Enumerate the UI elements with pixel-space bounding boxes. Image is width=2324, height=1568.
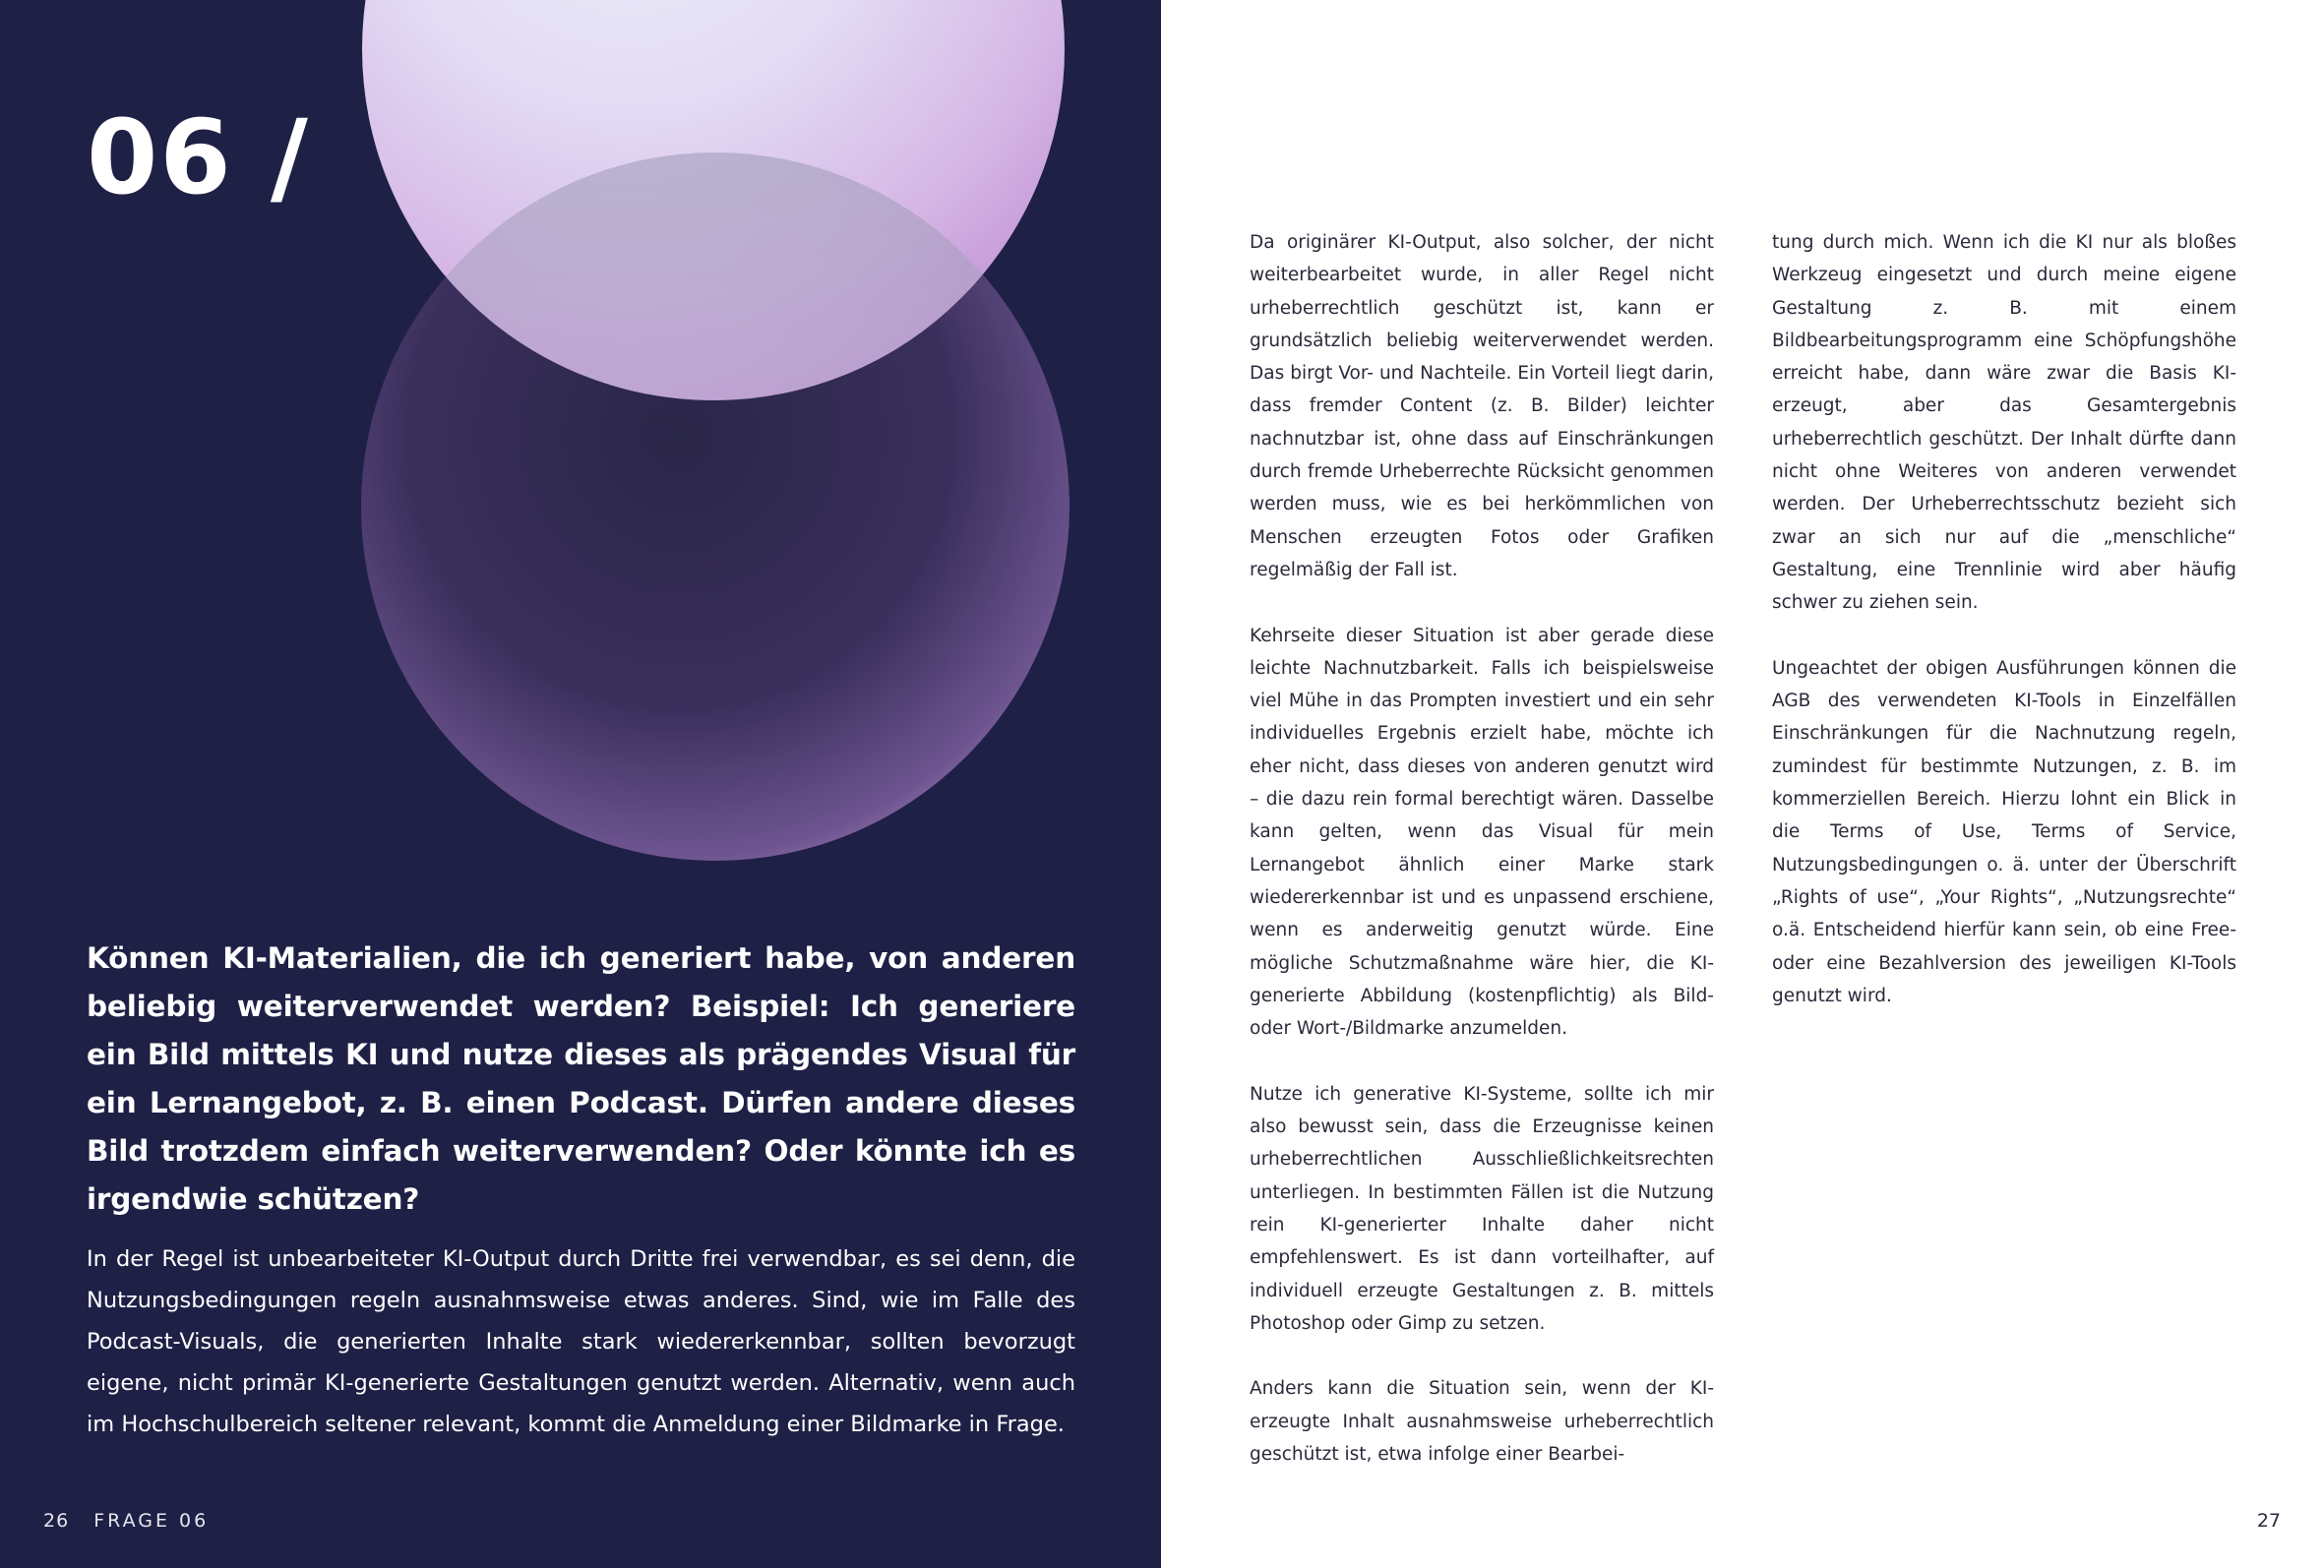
paragraph: Anders kann die Situation sein, wenn der KI-erzeugte Inhalt ausnahmsweise urheberrechtlich geschützt ist, etwa infolge einer Bearbei- <box>1250 1378 1714 1465</box>
left-footer <box>43 1508 209 1534</box>
paragraph: Kehrseite dieser Situation ist aber gerade diese leichte Nachnutzbarkeit. Falls ich beispielsweise viel Mühe in das Prompten investiert und ein sehr individuelles Ergebnis erzielt habe, möchte ich eher nicht, dass dieses von anderen genutzt wird – die dazu rein formal berechtigt wären. Dasselbe kann gelten, wenn das Visual für mein Lernangebot ähnlich einer Marke stark wiedererkennbar ist und es unpassend erschiene, wenn es anderweitig genutzt würde. Eine mögliche Schutzmaßnahme wäre hier, die KI-generierte Abbildung (kostenpflichtig) als Bild- oder Wort-/Bildmarke anzumelden. <box>1250 625 1714 1040</box>
chapter-number: 06 / <box>87 97 310 217</box>
paragraph: Da originärer KI-Output, also solcher, der nicht weiterbearbeitet wurde, in aller Regel nicht urheberrechtlich geschützt ist, kann er grundsätzlich beliebig weiterverwendet werden. Das birgt Vor- und Nachteile. Ein Vorteil liegt darin, dass fremder Content (z. B. Bilder) leichter nachnutzbar ist, ohne dass auf Einschränkungen durch fremde Urheberrechte Rücksicht genommen werden muss, wie es bei herkömmlichen von Menschen erzeugten Fotos oder Grafiken regelmäßig der Fall ist. <box>1250 232 1714 580</box>
text-column-1 <box>1250 226 1714 1504</box>
text-column-2 <box>1772 226 2236 1045</box>
page-number-left: 26 <box>43 1510 70 1532</box>
right-page <box>1161 0 2324 1568</box>
paragraph: tung durch mich. Wenn ich die KI nur als bloßes Werkzeug eingesetzt und durch meine eigene Gestaltung z. B. mit einem Bildbearbeitungsprogramm eine Schöpfungshöhe erreicht habe, dann wäre zwar die Basis KI-erzeugt, aber das Gesamtergebnis urheberrechtlich geschützt. Der Inhalt dürfte dann nicht ohne Weiteres von anderen verwendet werden. Der Urheberrechtsschutz bezieht sich zwar an sich nur auf die „menschliche“ Gestaltung, eine Trennlinie wird aber häufig schwer zu ziehen sein. <box>1772 232 2236 614</box>
paragraph: Ungeachtet der obigen Ausführungen können die AGB des verwendeten KI-Tools in Einzelfällen Einschränkungen für die Nachnutzung regeln, zumindest für bestimmte Nutzungen, z. B. im kommerziellen Bereich. Hierzu lohnt ein Blick in die Terms of Use, Terms of Service, Nutzungsbedingungen o. ä. unter der Überschrift „Rights of use“, „Your Rights“, „Nutzungsrechte“ o.ä. Entscheidend hierfür kann sein, ob eine Free- oder eine Bezahlversion des jeweiligen KI-Tools genutzt wird. <box>1772 657 2236 1006</box>
paragraph: Nutze ich generative KI-Systeme, sollte ich mir also bewusst sein, dass die Erzeugnisse keinen urheberrechtlichen Ausschließlichkeitsrechten unterliegen. In bestimmten Fällen ist die Nutzung rein KI-generierter Inhalte daher nicht empfehlenswert. Es ist dann vorteilhafter, auf individuell erzeugte Gestaltungen z. B. mittels Photoshop oder Gimp zu setzen. <box>1250 1083 1714 1334</box>
left-page <box>0 0 1161 1568</box>
answer-summary: In der Regel ist unbearbeiteter KI-Output durch Dritte frei verwendbar, es sei denn, die Nutzungsbedingungen regeln ausnahmsweise etwas anderes. Sind, wie im Falle des Podcast-Visuals, die generierten Inhalte stark wiedererkennbar, sollten bevorzugt eigene, nicht primär KI-generierte Gestaltungen genutzt werden. Alternativ, wenn auch im Hochschulbereich seltener relevant, kommt die Anmeldung einer Bildmarke in Frage. <box>87 1246 1075 1437</box>
section-label: FRAGE 06 <box>93 1510 210 1532</box>
page-number-right: 27 <box>2256 1510 2281 1532</box>
question-heading: Können KI-Materialien, die ich generiert habe, von anderen beliebig weiterverwendet werden? Beispiel: Ich generiere ein Bild mittels KI und nutze dieses als prägendes Visual für ein Lernangebot, z. B. einen Podcast. Dürfen andere dieses Bild trotzdem einfach weiterverwenden? Oder könnte ich es irgendwie schützen? <box>87 941 1075 1216</box>
